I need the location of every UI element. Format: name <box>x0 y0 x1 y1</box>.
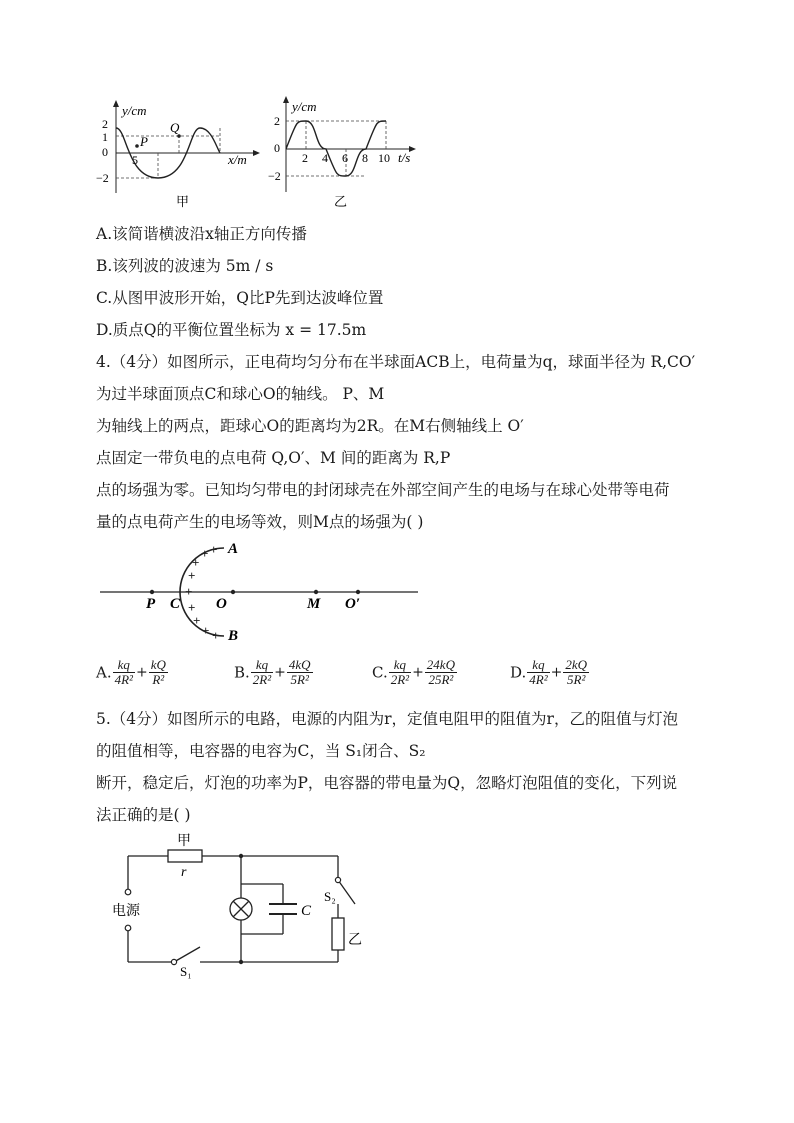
svg-text:+: + <box>188 600 196 615</box>
xtick-8: 8 <box>362 151 368 165</box>
point-q-label: Q <box>170 120 180 135</box>
svg-text:+: + <box>185 584 193 599</box>
caption-yi: 乙 <box>334 194 348 209</box>
q5-stem-line-3: 断开，稳定后，灯泡的功率为P，电容器的带电量为Q，忽略灯泡阻值的变化，下列说 <box>96 774 678 792</box>
xtick-10: 10 <box>378 151 390 165</box>
hemisphere-charge-figure <box>96 536 426 648</box>
xtick-4: 4 <box>322 151 328 165</box>
circuit-diagram <box>108 828 378 980</box>
ytick-0-yi: 0 <box>274 141 280 155</box>
ytick-2: 2 <box>102 117 108 131</box>
q4-option-c: C. $\frac{kq}{\text{2R²}}$ + $\frac{24kQ}{\text{25R²}}$ <box>372 657 455 687</box>
ylabel-yi: y/cm <box>292 99 317 114</box>
ytick-0: 0 <box>102 145 108 159</box>
q3-option-c: C.从图甲波形开始，Q比P先到达波峰位置 <box>96 289 384 307</box>
svg-text:+: + <box>193 613 201 628</box>
caption-jia: 甲 <box>176 194 190 209</box>
q5-stem-line-2: 的阻值相等，电容器的电容为C，当 S₁闭合、S₂ <box>96 742 426 760</box>
ylabel-jia: y/cm <box>122 103 147 118</box>
vibration-graph-yi <box>268 94 428 216</box>
q3-option-a: A.该简谐横波沿x轴正方向传播 <box>96 225 307 243</box>
label-o: O <box>216 596 227 612</box>
q3-option-d: D.质点Q的平衡位置坐标为 x = 17.5m <box>96 321 367 339</box>
q4-stem-line-4: 点固定一带负电的点电荷 Q,O′、M 间的距离为 R,P <box>96 449 451 467</box>
label-b: B <box>228 628 239 644</box>
switch-s1-label: S₁ <box>180 964 192 979</box>
xtick-6: 6 <box>342 151 348 165</box>
q4-stem-line-1: 4.（4分）如图所示，正电荷均匀分布在半球面ACB上，电荷量为q，球面半径为 R,CO′ <box>96 353 696 371</box>
label-m: M <box>307 596 321 612</box>
label-p: P <box>146 596 156 612</box>
q4-option-d: D. $\frac{kq}{\text{4R²}}$ + $\frac{2kQ}{\text{5R²}}$ <box>510 657 588 687</box>
q4-stem-line-5: 点的场强为零。已知均匀带电的封闭球壳在外部空间产生的电场与在球心处带等电荷 <box>96 481 670 499</box>
ytick-1: 1 <box>102 130 108 144</box>
q4-stem-line-3: 为轴线上的两点，距球心O的距离均为2R。在M右侧轴线上 O′ <box>96 417 524 435</box>
q3-option-b: B.该列波的波速为 5m / s <box>96 257 274 275</box>
q4-option-a: A. $\frac{kq}{\text{4R²}}$ + $\frac{kQ}{\text{R²}}$ <box>96 657 166 687</box>
point-p-label: P <box>140 134 148 149</box>
xtick-5: 5 <box>132 153 138 167</box>
source-terminal-bottom <box>125 925 131 931</box>
svg-text:+: + <box>202 623 210 638</box>
resistor-jia-label: 甲 <box>177 834 191 849</box>
switch-s2 <box>338 880 355 904</box>
q4-option-b: B. $\frac{kq}{\text{2R²}}$ + $\frac{4kQ}{\text{5R²}}$ <box>234 657 311 687</box>
ytick-neg2: −2 <box>96 171 109 185</box>
svg-text:+: + <box>201 546 209 561</box>
q4-stem-line-6: 量的点电荷产生的电场等效，则M点的场强为( ) <box>96 513 424 531</box>
q4-stem-line-2: 为过半球面顶点C和球心O的轴线。 P、M <box>96 385 385 403</box>
wave-graph-jia <box>96 98 266 212</box>
ytick-2-yi: 2 <box>274 114 280 128</box>
label-a: A <box>228 541 239 557</box>
lamp-icon <box>230 898 252 920</box>
switch-s2-label: S₂ <box>324 889 336 904</box>
resistor-yi <box>332 918 344 950</box>
resistor-yi-label: 乙 <box>348 933 362 948</box>
source-label: 电源 <box>112 904 140 919</box>
xtick-2: 2 <box>302 151 308 165</box>
source-terminal-top <box>125 889 131 895</box>
xlabel-jia: x/m <box>228 152 247 167</box>
resistor-r-label: r <box>181 865 187 880</box>
svg-text:+: + <box>210 542 218 557</box>
resistor-jia <box>168 850 202 862</box>
xlabel-yi: t/s <box>398 150 411 165</box>
switch-s1 <box>174 947 200 962</box>
q5-stem-line-1: 5.（4分）如图所示的电路，电源的内阻为r，定值电阻甲的阻值为r，乙的阻值与灯泡 <box>96 710 678 728</box>
label-o-prime: O′ <box>345 596 361 612</box>
label-c: C <box>170 596 181 612</box>
svg-text:+: + <box>212 628 220 643</box>
q5-stem-line-4: 法正确的是( ) <box>96 806 191 824</box>
ytick-neg2-yi: −2 <box>268 169 281 183</box>
svg-text:+: + <box>192 555 200 570</box>
capacitor-label: C <box>301 903 312 919</box>
svg-text:+: + <box>188 568 196 583</box>
